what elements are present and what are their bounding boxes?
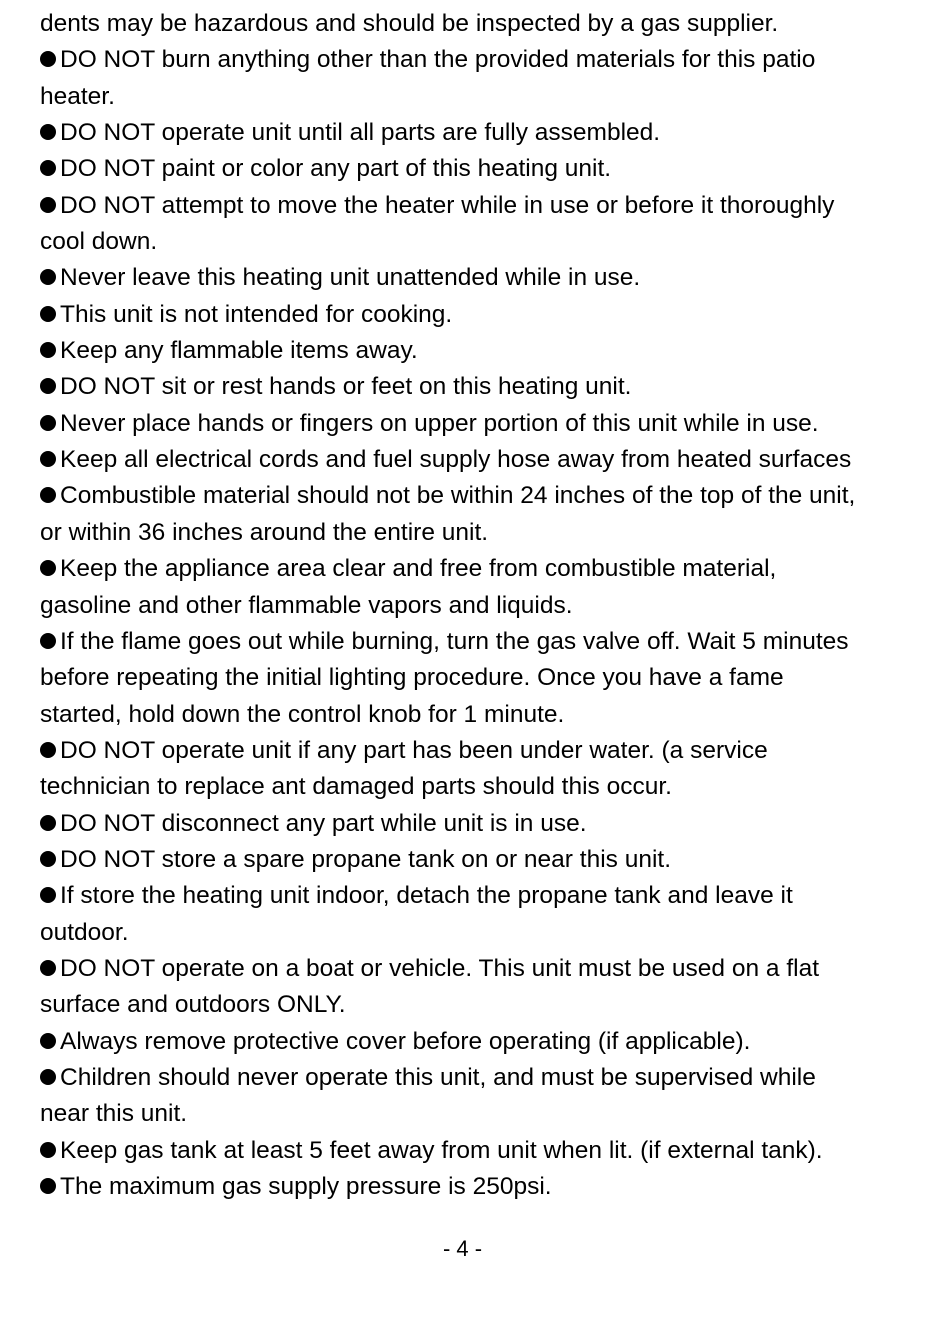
instruction-line [40, 515, 900, 551]
instruction-item [40, 624, 900, 733]
bullet-icon [40, 451, 56, 467]
bullet-icon [40, 306, 56, 322]
instruction-line [40, 224, 900, 260]
instruction-text: Keep the appliance area clear and free from combustible material, [60, 555, 777, 583]
bullet-icon [40, 1033, 56, 1049]
instruction-line [40, 115, 900, 151]
instruction-item [40, 151, 900, 187]
instruction-item [40, 406, 900, 442]
instruction-item [40, 806, 900, 842]
instruction-line [40, 660, 900, 696]
instruction-line [40, 806, 900, 842]
bullet-icon [40, 342, 56, 358]
instruction-item [40, 1060, 900, 1133]
instruction-line [40, 588, 900, 624]
instruction-text: DO NOT attempt to move the heater while in use or before it thoroughly [60, 191, 835, 219]
instruction-text: heater. [40, 82, 115, 110]
instruction-line [40, 1133, 900, 1169]
bullet-icon [40, 415, 56, 431]
instruction-text: DO NOT sit or rest hands or feet on this heating unit. [60, 373, 632, 401]
instruction-item [40, 260, 900, 296]
instruction-text: dents may be hazardous and should be inspected by a gas supplier. [40, 10, 779, 37]
instruction-text: Never leave this heating unit unattended while in use. [60, 264, 641, 292]
bullet-icon [40, 378, 56, 394]
bullet-icon [40, 269, 56, 285]
instruction-item [40, 478, 900, 551]
instruction-item [40, 842, 900, 878]
instruction-text: cool down. [40, 228, 158, 256]
instruction-line [40, 42, 900, 78]
safety-instructions-list [40, 6, 900, 1205]
instruction-item [40, 1133, 900, 1169]
bullet-icon [40, 851, 56, 867]
instruction-text: gasoline and other flammable vapors and liquids. [40, 591, 573, 619]
instruction-line [40, 915, 900, 951]
bullet-icon [40, 124, 56, 140]
instruction-item [40, 369, 900, 405]
instruction-line [40, 442, 900, 478]
instruction-line [40, 1169, 900, 1205]
bullet-icon [40, 1142, 56, 1158]
instruction-line [40, 1096, 900, 1132]
bullet-icon [40, 51, 56, 67]
instruction-text: If store the heating unit indoor, detach the propane tank and leave it [60, 882, 793, 910]
instruction-text: DO NOT operate unit if any part has been under water. (a service [60, 736, 768, 764]
instruction-line [40, 987, 900, 1023]
bullet-icon [40, 1069, 56, 1085]
instruction-text: Keep any flammable items away. [60, 337, 418, 365]
instruction-text: technician to replace ant damaged parts should this occur. [40, 773, 672, 801]
instruction-item [40, 878, 900, 951]
instruction-text: Keep gas tank at least 5 feet away from unit when lit. (if external tank). [60, 1136, 823, 1164]
instruction-item [40, 188, 900, 261]
instruction-item [40, 297, 900, 333]
instruction-line [40, 333, 900, 369]
instruction-item [40, 733, 900, 806]
page-number: - 4 - [442, 1236, 483, 1261]
instruction-text: DO NOT paint or color any part of this heating unit. [60, 155, 612, 183]
instruction-item [40, 115, 900, 151]
instruction-item [40, 1169, 900, 1205]
instruction-text: Keep all electrical cords and fuel supply hose away from heated surfaces [60, 446, 852, 474]
instruction-text: The maximum gas supply pressure is 250psi. [60, 1173, 552, 1200]
instruction-line [40, 369, 900, 405]
bullet-icon [40, 960, 56, 976]
instruction-line [40, 188, 900, 224]
instruction-text: Never place hands or fingers on upper portion of this unit while in use. [60, 409, 819, 437]
instruction-text: Always remove protective cover before operating (if applicable). [60, 1027, 751, 1055]
bullet-icon [40, 1178, 56, 1194]
instruction-line [40, 297, 900, 333]
instruction-text: before repeating the initial lighting procedure. Once you have a fame [40, 664, 784, 692]
instruction-line [40, 624, 900, 660]
instruction-text: started, hold down the control knob for 1 minute. [40, 700, 565, 728]
bullet-icon [40, 560, 56, 576]
instruction-item [40, 551, 900, 624]
instruction-line [40, 478, 900, 514]
instruction-text: DO NOT operate on a boat or vehicle. This unit must be used on a flat [60, 954, 820, 982]
instruction-line [40, 406, 900, 442]
instruction-line [40, 733, 900, 769]
bullet-icon [40, 815, 56, 831]
instruction-line [40, 842, 900, 878]
instruction-line [40, 79, 900, 115]
instruction-line [40, 697, 900, 733]
instruction-text: near this unit. [40, 1100, 188, 1128]
instruction-text: DO NOT operate unit until all parts are fully assembled. [60, 119, 661, 147]
instruction-text: Children should never operate this unit, and must be supervised while [60, 1063, 816, 1091]
instruction-text: This unit is not intended for cooking. [60, 300, 453, 328]
instruction-text: DO NOT disconnect any part while unit is in use. [60, 809, 587, 837]
bullet-icon [40, 742, 56, 758]
instruction-line [40, 551, 900, 587]
instruction-item [40, 1024, 900, 1060]
bullet-icon [40, 887, 56, 903]
instruction-line [40, 878, 900, 914]
instruction-line [40, 1024, 900, 1060]
instruction-item [40, 6, 900, 42]
bullet-icon [40, 633, 56, 649]
instruction-item [40, 442, 900, 478]
instruction-line [40, 260, 900, 296]
instruction-line [40, 769, 900, 805]
instruction-text: If the flame goes out while burning, turn the gas valve off. Wait 5 minutes [60, 627, 849, 655]
instruction-line [40, 951, 900, 987]
instruction-text: surface and outdoors ONLY. [40, 991, 346, 1019]
instruction-line [40, 1060, 900, 1096]
instruction-item [40, 333, 900, 369]
instruction-text: DO NOT burn anything other than the provided materials for this patio [60, 46, 816, 74]
instruction-line [40, 151, 900, 187]
instruction-line [40, 6, 900, 42]
instruction-text: DO NOT store a spare propane tank on or near this unit. [60, 845, 672, 873]
instruction-text: Combustible material should not be within 24 inches of the top of the unit, [60, 482, 856, 510]
bullet-icon [40, 197, 56, 213]
bullet-icon [40, 160, 56, 176]
instruction-item [40, 42, 900, 115]
bullet-icon [40, 487, 56, 503]
instruction-item [40, 951, 900, 1024]
instruction-text: or within 36 inches around the entire unit. [40, 518, 489, 546]
instruction-text: outdoor. [40, 918, 129, 946]
